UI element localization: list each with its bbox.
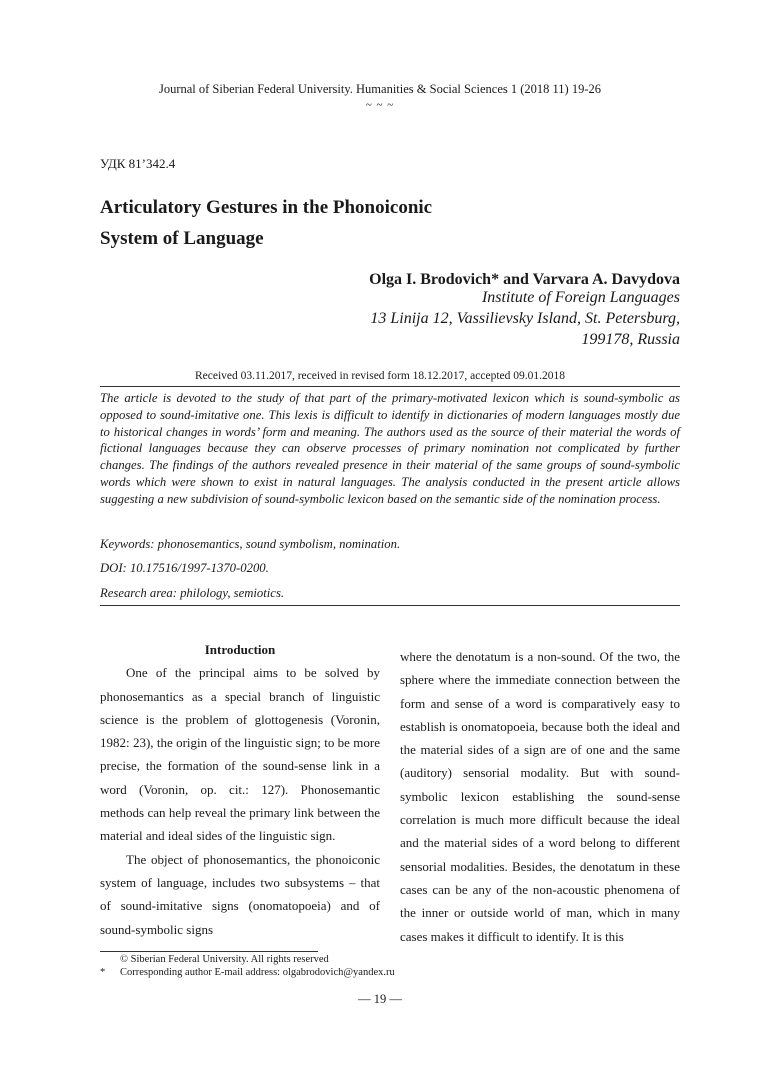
- received-dates: Received 03.11.2017, received in revised form 18.12.2017, accepted 09.01.2018: [194, 370, 566, 382]
- affiliation-line-3: 199178, Russia: [581, 331, 680, 348]
- header-separator: ~ ~ ~: [365, 99, 395, 111]
- affiliation-line-1: Institute of Foreign Languages: [481, 289, 680, 306]
- affiliation: [260, 287, 680, 350]
- page-number: — 19 —: [358, 992, 402, 1006]
- authors: Olga I. Brodovich* and Varvara A. Davydova: [369, 271, 680, 288]
- copyright-footnote: © Siberian Federal University. All rights reserved: [120, 954, 329, 965]
- right-paragraph-1: where the denotatum is a non-sound. Of the two, the sphere where the immediate connection between the form and sense of a word is comparatively easy to establish is onomatopoeia, because both the ideal and the material sides of a sign are of one and the same (auditory) sensorial modality. But with sound-symbolic lexicon establishing the sound-sense correlation is much more difficult because the ideal and the material sides of a word belong to different sensorial modalities. Besides, the denotatum in these cases can be any of the non-acoustic phenomena of the inner or outside world of man, which in many cases makes it difficult to identify. It is this: [400, 649, 680, 944]
- corresponding-author-footnote: Corresponding author E-mail address: olgabrodovich@yandex.ru: [120, 967, 395, 978]
- intro-heading: Introduction: [204, 642, 276, 657]
- journal-header: Journal of Siberian Federal University. Humanities & Social Sciences 1 (2018 11) 19-26: [158, 82, 602, 96]
- left-column: [100, 638, 380, 941]
- abstract-bottom-rule: [100, 605, 680, 606]
- title-line-1: Articulatory Gestures in the Phonoiconic: [100, 197, 433, 218]
- doi: DOI: 10.17516/1997-1370-0200.: [100, 561, 269, 575]
- abstract-top-rule: [100, 386, 680, 387]
- right-column: [400, 645, 680, 948]
- footnote-rule: [100, 951, 318, 952]
- udk-code: УДК 81’342.4: [100, 156, 176, 171]
- affiliation-line-2: 13 Linija 12, Vassilievsky Island, St. Petersburg,: [370, 310, 680, 327]
- abstract: The article is devoted to the study of that part of the primary-motivated lexicon which is sound-symbolic as opposed to sound-imitative one. This lexis is difficult to identify in dictionaries of modern languages mostly due to historical changes in words’ form and meaning. The authors used as the source of their material the words of fictional languages because they can observe processes of primary nomination not complicated by further changes. The findings of the authors revealed presence in their material of the same groups of sound-symbolic words which were shown to exist in natural languages. The analysis conducted in the present article allows suggesting a new subdivision of sound-symbolic lexicon based on the semantic side of the nomination process.: [100, 391, 680, 506]
- keywords: Keywords: phonosemantics, sound symbolism, nomination.: [100, 537, 401, 551]
- left-paragraph-1: One of the principal aims to be solved by phonosemantics as a special branch of linguistic science is the problem of glottogenesis (Voronin, 1982: 23), the origin of the linguistic sign; to be more precise, the formation of the sound-sense link in a word (Voronin, op. cit.: 127). Phonosemantic methods can help reveal the primary link between the material and ideal sides of the linguistic sign.: [100, 665, 380, 844]
- left-paragraph-2: The object of phonosemantics, the phonoiconic system of language, includes two subsystems – that of sound-imitative signs (onomatopoeia) and of sound-symbolic signs: [100, 851, 380, 937]
- research-area: Research area: philology, semiotics.: [100, 586, 285, 600]
- article-title: [100, 192, 660, 254]
- footnote-star: *: [100, 967, 106, 978]
- title-line-2: System of Language: [100, 228, 264, 249]
